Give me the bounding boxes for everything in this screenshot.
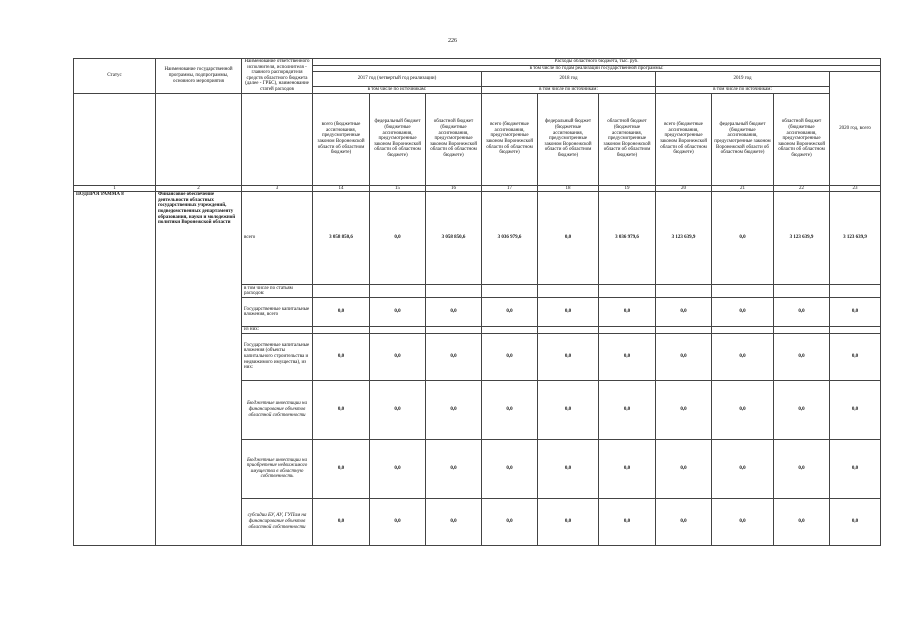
header-executor-cont	[242, 93, 313, 185]
value-cell: 0,0	[712, 333, 774, 380]
row-label-inv-financing: Бюджетные инвестиции на финансирование объектов областной собственности	[242, 380, 313, 439]
empty-cell	[774, 327, 830, 334]
header-regional-2019: областной бюджет (бюджетные ассигнования, предусмотренные законом Воронежской области об областном бюджете)	[774, 93, 830, 185]
empty-cell	[426, 285, 482, 298]
header-total-2018: всего (бюджетные ассигнования, предусмотренные законом Воронежской области об областном бюджете)	[482, 93, 538, 185]
value-cell: 0,0	[370, 380, 426, 439]
value-cell: 0,0	[656, 498, 712, 545]
value-cell: 0,0	[482, 298, 538, 327]
value-cell: 0,0	[656, 380, 712, 439]
value-cell: 0,0	[313, 333, 370, 380]
value-cell: 3 058 850,6	[426, 192, 482, 285]
col-num: 15	[370, 185, 426, 192]
header-total-2017: всего (бюджетные ассигнования, предусмотренные законом Воронежской области об областном бюджете)	[313, 93, 370, 185]
value-cell: 0,0	[774, 439, 830, 498]
value-cell: 3 036 979,6	[599, 192, 656, 285]
value-cell: 0,0	[538, 192, 599, 285]
value-cell: 0,0	[370, 333, 426, 380]
value-cell: 0,0	[370, 439, 426, 498]
column-numbers-row	[74, 185, 881, 192]
value-cell: 0,0	[712, 439, 774, 498]
header-regional-2017: областной бюджет (бюджетные ассигнования, предусмотренные законом Воронежской области об областном бюджете)	[426, 93, 482, 185]
col-num: 2	[156, 185, 242, 192]
empty-cell	[656, 285, 712, 298]
empty-cell	[712, 327, 774, 334]
empty-cell	[426, 327, 482, 334]
value-cell: 0,0	[712, 192, 774, 285]
header-status-cont	[74, 93, 156, 185]
value-cell: 0,0	[313, 380, 370, 439]
empty-cell	[830, 285, 881, 298]
value-cell: 0,0	[774, 333, 830, 380]
col-num: 14	[313, 185, 370, 192]
row-label-objects: Государственные капитальные вложения (объекты капитального строительства и недвижимого имущества), из них:	[242, 333, 313, 380]
header-incl-sources-2017: в том числе по источникам:	[313, 86, 482, 93]
header-year-2019: 2019 год	[656, 72, 830, 87]
col-num: 21	[712, 185, 774, 192]
row-program-name: Финансовое обеспечение деятельности областных государственных учреждений, подведомственных департаменту образования, науки и молодежной политики Воронежской области	[156, 192, 242, 546]
header-federal-2019: федеральный бюджет (бюджетные ассигнования, предусмотренные законом Воронежской области об областном бюджете)	[712, 93, 774, 185]
empty-cell	[774, 285, 830, 298]
col-num: 20	[656, 185, 712, 192]
value-cell: 0,0	[830, 498, 881, 545]
empty-cell	[370, 327, 426, 334]
value-cell: 0,0	[538, 380, 599, 439]
value-cell: 0,0	[712, 498, 774, 545]
header-program-name: Наименование государственной программы, подпрограммы, основного мероприятия	[156, 59, 242, 94]
col-num: 23	[830, 185, 881, 192]
empty-cell	[538, 285, 599, 298]
col-num: 22	[774, 185, 830, 192]
header-status: Статус	[74, 59, 156, 94]
value-cell: 0,0	[656, 298, 712, 327]
empty-cell	[599, 285, 656, 298]
col-num: 19	[599, 185, 656, 192]
value-cell: 0,0	[482, 439, 538, 498]
empty-cell	[712, 285, 774, 298]
empty-cell	[599, 327, 656, 334]
value-cell: 0,0	[538, 333, 599, 380]
row-status: ПОДПРОГРАММА 8	[74, 192, 156, 546]
value-cell: 0,0	[656, 439, 712, 498]
value-cell: 0,0	[599, 498, 656, 545]
value-cell: 0,0	[482, 498, 538, 545]
value-cell: 0,0	[599, 333, 656, 380]
value-cell: 0,0	[830, 333, 881, 380]
header-program-cont	[156, 93, 242, 185]
value-cell: 3 123 639,9	[830, 192, 881, 285]
value-cell: 0,0	[712, 380, 774, 439]
row-label-capital: Государственные капитальные вложения, всего	[242, 298, 313, 327]
value-cell: 0,0	[774, 498, 830, 545]
value-cell: 0,0	[426, 298, 482, 327]
row-label-inv-acquisition: Бюджетные инвестиции на приобретение недвижимого имущества в областную собственность	[242, 439, 313, 498]
value-cell: 0,0	[599, 439, 656, 498]
value-cell: 3 123 639,9	[656, 192, 712, 285]
value-cell: 0,0	[538, 298, 599, 327]
value-cell: 0,0	[774, 298, 830, 327]
header-year-2020: 2020 год, всего	[830, 72, 881, 185]
value-cell: 0,0	[313, 439, 370, 498]
col-num: 17	[482, 185, 538, 192]
value-cell: 0,0	[426, 439, 482, 498]
header-incl-sources-2019: в том числе по источникам:	[656, 86, 830, 93]
value-cell: 0,0	[313, 298, 370, 327]
table-row	[74, 192, 881, 285]
header-regional-2018: областной бюджет (бюджетные ассигнования, предусмотренные законом Воронежской области об областном бюджете)	[599, 93, 656, 185]
value-cell: 0,0	[426, 333, 482, 380]
row-label-total: всего	[242, 192, 313, 285]
col-num: 18	[538, 185, 599, 192]
page-number: 226	[448, 38, 457, 44]
row-label-subsidies: субсидии БУ, АУ, ГУПам на финансирование объектов областной собственности	[242, 498, 313, 545]
header-year-2018: 2018 год	[482, 72, 656, 87]
value-cell: 3 058 850,6	[313, 192, 370, 285]
empty-cell	[538, 327, 599, 334]
value-cell: 0,0	[774, 380, 830, 439]
header-executor: Наименование ответственного исполнителя, исполнителя - главного распорядителя средств областного бюджета (далее - ГРБС), наименование статей расходов	[242, 59, 313, 94]
empty-cell	[482, 285, 538, 298]
value-cell: 0,0	[538, 439, 599, 498]
header-year-2017: 2017 год (четвертый год реализации)	[313, 72, 482, 87]
value-cell: 0,0	[426, 380, 482, 439]
value-cell: 3 036 979,6	[482, 192, 538, 285]
value-cell: 0,0	[599, 298, 656, 327]
budget-table	[73, 58, 881, 546]
row-label-from-them: из них:	[242, 327, 313, 334]
header-incl-sources-2018: в том числе по источникам:	[482, 86, 656, 93]
col-num: 1	[74, 185, 156, 192]
value-cell: 0,0	[313, 498, 370, 545]
empty-cell	[830, 327, 881, 334]
value-cell: 0,0	[482, 380, 538, 439]
value-cell: 0,0	[370, 298, 426, 327]
col-num: 3	[242, 185, 313, 192]
value-cell: 0,0	[538, 498, 599, 545]
header-federal-2018: федеральный бюджет (бюджетные ассигнования, предусмотренные законом Воронежской области об областном бюджете)	[538, 93, 599, 185]
header-expenses-title: Расходы областного бюджета, тыс. руб.	[313, 59, 881, 66]
empty-cell	[370, 285, 426, 298]
empty-cell	[313, 327, 370, 334]
value-cell: 0,0	[370, 192, 426, 285]
value-cell: 0,0	[656, 333, 712, 380]
col-num: 16	[426, 185, 482, 192]
value-cell: 0,0	[830, 380, 881, 439]
value-cell: 0,0	[482, 333, 538, 380]
value-cell: 3 123 639,9	[774, 192, 830, 285]
header-federal-2017: федеральный бюджет (бюджетные ассигнования, предусмотренные законом Воронежской области об областном бюджете)	[370, 93, 426, 185]
value-cell: 0,0	[426, 498, 482, 545]
value-cell: 0,0	[830, 439, 881, 498]
value-cell: 0,0	[712, 298, 774, 327]
header-by-years: в том числе по годам реализации государственной программы:	[313, 65, 881, 72]
value-cell: 0,0	[830, 298, 881, 327]
empty-cell	[313, 285, 370, 298]
header-total-2019: всего (бюджетные ассигнования, предусмотренные законом Воронежской области об областном бюджете)	[656, 93, 712, 185]
value-cell: 0,0	[599, 380, 656, 439]
empty-cell	[656, 327, 712, 334]
row-label-incl: в том числе по статьям расходов:	[242, 285, 313, 298]
value-cell: 0,0	[370, 498, 426, 545]
empty-cell	[482, 327, 538, 334]
